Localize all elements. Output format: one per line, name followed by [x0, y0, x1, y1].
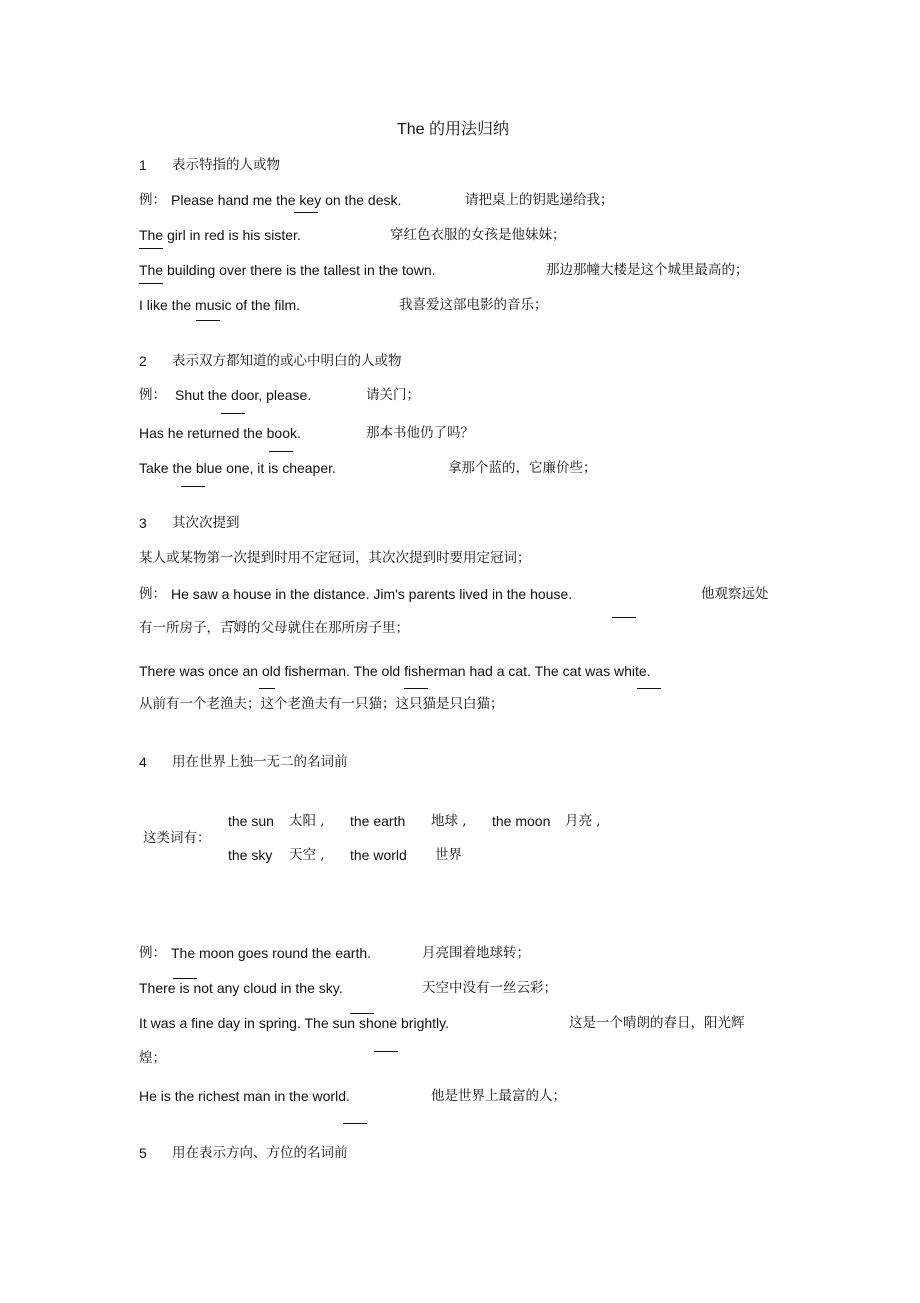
section-2-number: 2 — [139, 353, 147, 369]
page-title: The 的用法归纳 — [397, 121, 510, 138]
section-4-number: 4 — [139, 754, 147, 770]
section-4-heading: 用在世界上独一无二的名词前 — [172, 754, 348, 770]
example-sentence-cn: 拿那个蓝的，它廉价些； — [448, 460, 597, 476]
example-sentence-en: The building over there is the tallest in the town. — [139, 262, 436, 278]
underline-mark — [343, 1123, 367, 1124]
example-sentence-cn: 天空中没有一丝云彩； — [422, 980, 557, 996]
example-sentence-en: Shut the door, please. — [175, 387, 312, 403]
section-3-number: 3 — [139, 515, 147, 531]
underline-mark — [269, 451, 293, 452]
word-en: the moon — [492, 813, 551, 829]
section-2-heading: 表示双方都知道的或心中明白的人或物 — [172, 353, 402, 369]
example-sentence-cn: 请把桌上的钥匙递给我； — [465, 192, 614, 208]
section-5-heading: 用在表示方向、方位的名词前 — [172, 1145, 348, 1161]
example-sentence-en: There is not any cloud in the sky. — [139, 980, 343, 996]
underline-mark — [139, 248, 163, 249]
underline-mark — [374, 1051, 398, 1052]
example-sentence-cn-continued: 有一所房子，吉姆的父母就住在那所房子里； — [139, 620, 409, 636]
example-sentence-en: The girl in red is his sister. — [139, 227, 301, 243]
example-sentence-cn: 那本书他仍了吗？ — [366, 425, 474, 441]
underline-mark — [139, 283, 163, 284]
example-sentence-cn-continued: 煌； — [139, 1050, 166, 1066]
word-en: the earth — [350, 813, 406, 829]
example-sentence-cn: 从前有一个老渔夫；这个老渔夫有一只猫；这只猫是只白猫； — [139, 696, 504, 712]
word-en: the world — [350, 847, 407, 863]
example-sentence-en: The moon goes round the earth. — [171, 945, 372, 961]
example-sentence-cn: 这是一个晴朗的春日，阳光辉 — [569, 1015, 745, 1031]
word-cn: 世界 — [435, 847, 462, 863]
example-prefix: 例： — [139, 945, 166, 961]
word-cn: 月亮 , — [565, 813, 601, 829]
word-en: the sky — [228, 847, 273, 863]
underline-mark — [221, 413, 245, 414]
example-prefix: 例： — [139, 387, 166, 403]
example-sentence-cn: 穿红色衣服的女孩是他妹妹； — [390, 227, 566, 243]
example-sentence-en: Please hand me the key on the desk. — [171, 192, 402, 208]
example-sentence-cn: 我喜爱这部电影的音乐； — [399, 297, 548, 313]
underline-mark — [259, 688, 275, 689]
word-en: the sun — [228, 813, 274, 829]
word-cn: 地球 , — [431, 813, 467, 829]
underline-mark — [181, 486, 205, 487]
section-5-number: 5 — [139, 1145, 147, 1161]
example-sentence-en: He saw a house in the distance. Jim's parents lived in the house. — [171, 586, 573, 602]
example-sentence-cn: 那边那幢大楼是这个城里最高的； — [546, 262, 749, 278]
example-sentence-cn: 他观察远处 — [701, 586, 769, 602]
example-sentence-en: Has he returned the book. — [139, 425, 301, 441]
example-sentence-cn: 他是世界上最富的人； — [431, 1088, 566, 1104]
example-sentence-en: I like the music of the film. — [139, 297, 301, 313]
example-sentence-cn: 请关门； — [366, 387, 420, 403]
underline-mark — [612, 617, 636, 618]
example-prefix: 例： — [139, 586, 166, 602]
underline-mark — [637, 688, 661, 689]
example-sentence-en: It was a fine day in spring. The sun shone brightly. — [139, 1015, 449, 1031]
words-label: 这类词有： — [143, 830, 211, 846]
section-1-number: 1 — [139, 157, 147, 173]
example-sentence-en: Take the blue one, it is cheaper. — [139, 460, 336, 476]
example-sentence-en: He is the richest man in the world. — [139, 1088, 350, 1104]
underline-mark — [294, 212, 318, 213]
section-3-heading: 其次次提到 — [172, 515, 240, 531]
underline-mark — [196, 320, 220, 321]
example-sentence-en: There was once an old fisherman. The old fisherman had a cat. The cat was white. — [139, 663, 651, 679]
example-sentence-cn: 月亮围着地球转； — [422, 945, 530, 961]
section-3-description: 某人或某物第一次提到时用不定冠词，其次次提到时要用定冠词； — [139, 550, 531, 566]
word-cn: 天空 , — [289, 847, 325, 863]
word-cn: 太阳 , — [289, 813, 325, 829]
underline-mark — [404, 688, 428, 689]
section-1-heading: 表示特指的人或物 — [172, 157, 280, 173]
example-prefix: 例： — [139, 192, 166, 208]
